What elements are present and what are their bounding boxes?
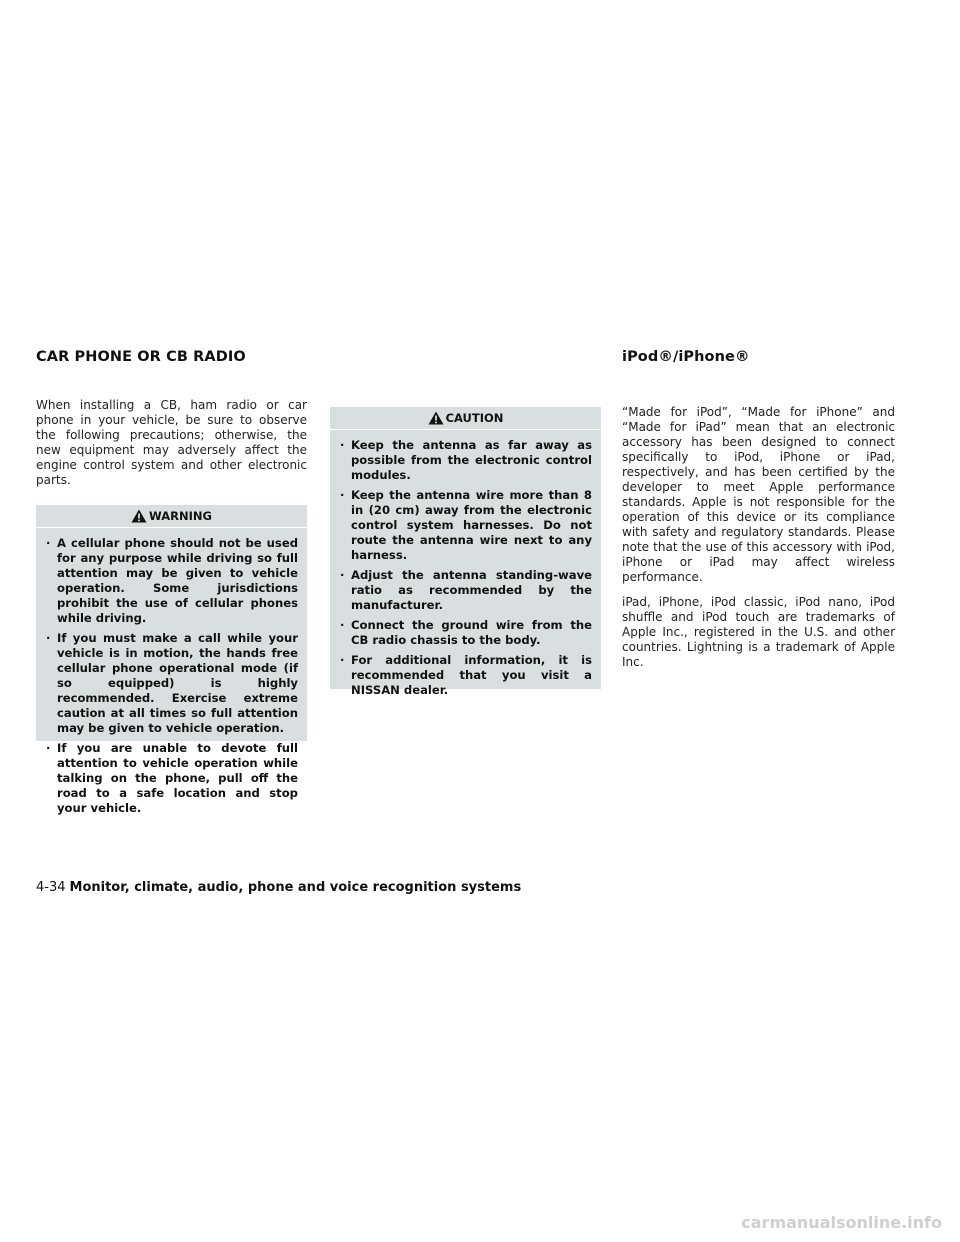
ipod-paragraph: iPad, iPhone, iPod classic, iPod nano, iPod shuffle and iPod touch are trademarks of Apple Inc., registered in the U.S. and other countries. Lightning is a trademark of Apple Inc. <box>622 595 895 669</box>
caution-item: · Connect the ground wire from the CB radio chassis to the body. <box>340 618 592 647</box>
warning-triangle-icon <box>131 509 147 523</box>
page-footer <box>36 880 521 895</box>
caution-header <box>330 407 601 430</box>
car-phone-intro: When installing a CB, ham radio or car phone in your vehicle, be sure to observe the following precautions; otherwise, the new equipment may adversely affect the engine control system and other electronic parts. <box>36 398 307 487</box>
car-phone-column <box>36 398 307 498</box>
ipod-column <box>622 405 895 680</box>
warning-item: · A cellular phone should not be used for any purpose while driving so full attention may be given to vehicle operation. Some jurisdictions prohibit the use of cellular phones while driving. <box>46 536 298 625</box>
caution-item: · For additional information, it is recommended that you visit a NISSAN dealer. <box>340 653 592 697</box>
caution-list <box>330 438 601 698</box>
warning-item: · If you must make a call while your vehicle is in motion, the hands free cellular phone operational mode (if so equipped) is highly recommended. Exercise extreme caution at all times so full attention may be given to vehicle operation. <box>46 631 298 735</box>
chapter-title: Monitor, climate, audio, phone and voice recognition systems <box>69 880 522 895</box>
warning-header <box>36 505 307 528</box>
caution-item: · Keep the antenna as far away as possible from the electronic control modules. <box>340 438 592 482</box>
ipod-paragraph: “Made for iPod”, “Made for iPhone” and “Made for iPad” mean that an electronic accessory has been designed to connect specifically to iPod, iPhone or iPad, respectively, and has been certified by the developer to meet Apple performance standards. Apple is not responsible for the operation of this device or its compliance with safety and regulatory standards. Please note that the use of this accessory with iPod, iPhone or iPad may affect wireless performance. <box>622 405 895 584</box>
warning-item: · If you are unable to devote full attention to vehicle operation while talking on the phone, pull off the road to a safe location and stop your vehicle. <box>46 741 298 815</box>
section-title-ipod: iPod®/iPhone® <box>622 349 750 365</box>
caution-item: · Keep the antenna wire more than 8 in (20 cm) away from the electronic control system harnesses. Do not route the antenna wire next to any harness. <box>340 488 592 562</box>
caution-item: · Adjust the antenna standing-wave ratio as recommended by the manufacturer. <box>340 568 592 612</box>
watermark: carmanualsonline.info <box>741 1213 942 1232</box>
page-number: 4-34 <box>36 880 66 895</box>
section-title-car-phone: CAR PHONE OR CB RADIO <box>36 349 246 365</box>
warning-list <box>36 536 307 816</box>
caution-box <box>330 407 601 697</box>
warning-label: WARNING <box>149 509 212 523</box>
warning-triangle-icon <box>428 411 444 425</box>
caution-label: CAUTION <box>445 411 504 425</box>
warning-box <box>36 505 307 815</box>
